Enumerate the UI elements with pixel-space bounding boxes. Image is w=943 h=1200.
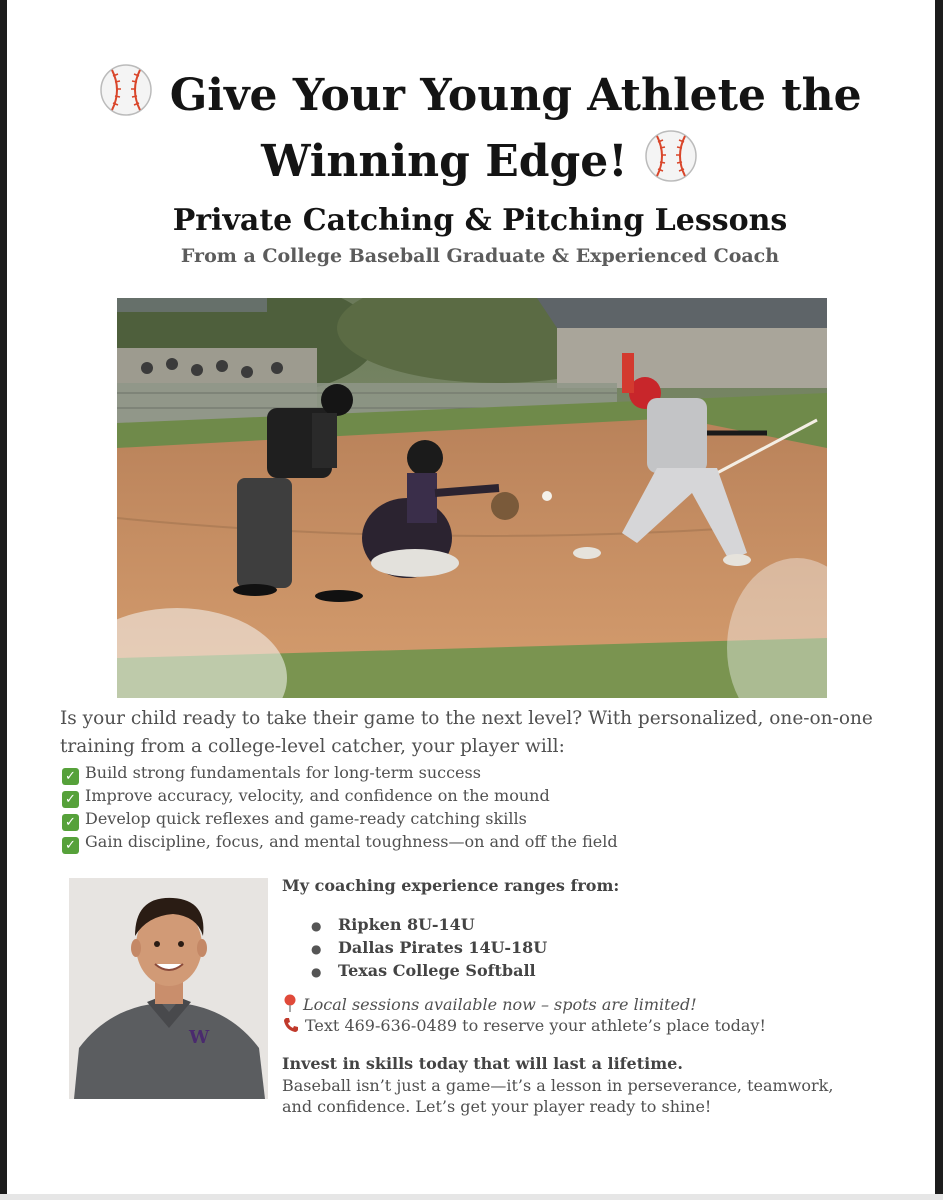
experience-list	[311, 914, 547, 983]
byline: From a College Baseball Graduate & Experienced Coach	[180, 245, 780, 267]
experience-item	[311, 937, 547, 960]
pin-icon	[283, 994, 297, 1012]
right-border	[935, 0, 943, 1200]
left-border	[0, 0, 7, 1200]
text-contact-line	[283, 1016, 766, 1035]
benefit-text: Develop quick reflexes and game-ready catching skills	[85, 809, 527, 828]
closing-paragraph: Baseball isn’t just a game—it’s a lesson in perseverance, teamwork, and confidence. Let’s get your player ready to shine!	[282, 1076, 834, 1116]
check-icon: ✓	[62, 814, 79, 831]
local-sessions-text: Local sessions available now – spots are limited!	[303, 995, 697, 1014]
headline-line-1: Give Your Young Athlete the	[169, 70, 862, 121]
benefit-item	[62, 762, 618, 785]
svg-text:W: W	[189, 1027, 210, 1048]
experience-item	[311, 914, 547, 937]
baseball-icon	[98, 62, 154, 118]
experience-item	[311, 960, 547, 983]
subtitle: Private Catching & Pitching Lessons	[172, 203, 788, 238]
benefit-text: Improve accuracy, velocity, and confidence on the mound	[85, 786, 550, 805]
check-icon: ✓	[62, 791, 79, 808]
benefit-text: Build strong fundamentals for long-term success	[85, 763, 481, 782]
benefit-item	[62, 831, 618, 854]
benefit-text: Gain discipline, focus, and mental toughness—on and off the field	[85, 832, 618, 851]
benefit-item	[62, 785, 618, 808]
benefits-list	[62, 762, 618, 854]
phone-icon	[283, 1017, 299, 1033]
text-contact-text: Text 469-636-0489 to reserve your athlete’s place today!	[305, 1016, 766, 1035]
check-icon: ✓	[62, 768, 79, 785]
coach-portrait	[69, 878, 268, 1099]
experience-text: Dallas Pirates 14U-18U	[338, 938, 548, 957]
baseball-icon	[643, 128, 699, 184]
local-sessions-note	[283, 994, 697, 1014]
benefit-item	[62, 808, 618, 831]
experience-text: Ripken 8U-14U	[338, 915, 475, 934]
check-icon: ✓	[62, 837, 79, 854]
bullet-icon: ●	[311, 942, 322, 956]
invest-heading: Invest in skills today that will last a lifetime.	[282, 1054, 683, 1073]
experience-heading: My coaching experience ranges from:	[282, 876, 620, 895]
headline-line-2: Winning Edge!	[261, 136, 628, 187]
intro-paragraph: Is your child ready to take their game to the next level? With personalized, one-on-one training from a college-level catcher, your player will:	[60, 708, 873, 757]
bullet-icon: ●	[311, 919, 322, 933]
baseball-game-photo	[117, 298, 827, 698]
bullet-icon: ●	[311, 965, 322, 979]
headline	[60, 62, 900, 194]
bottom-border	[0, 1194, 943, 1200]
experience-text: Texas College Softball	[338, 961, 536, 980]
